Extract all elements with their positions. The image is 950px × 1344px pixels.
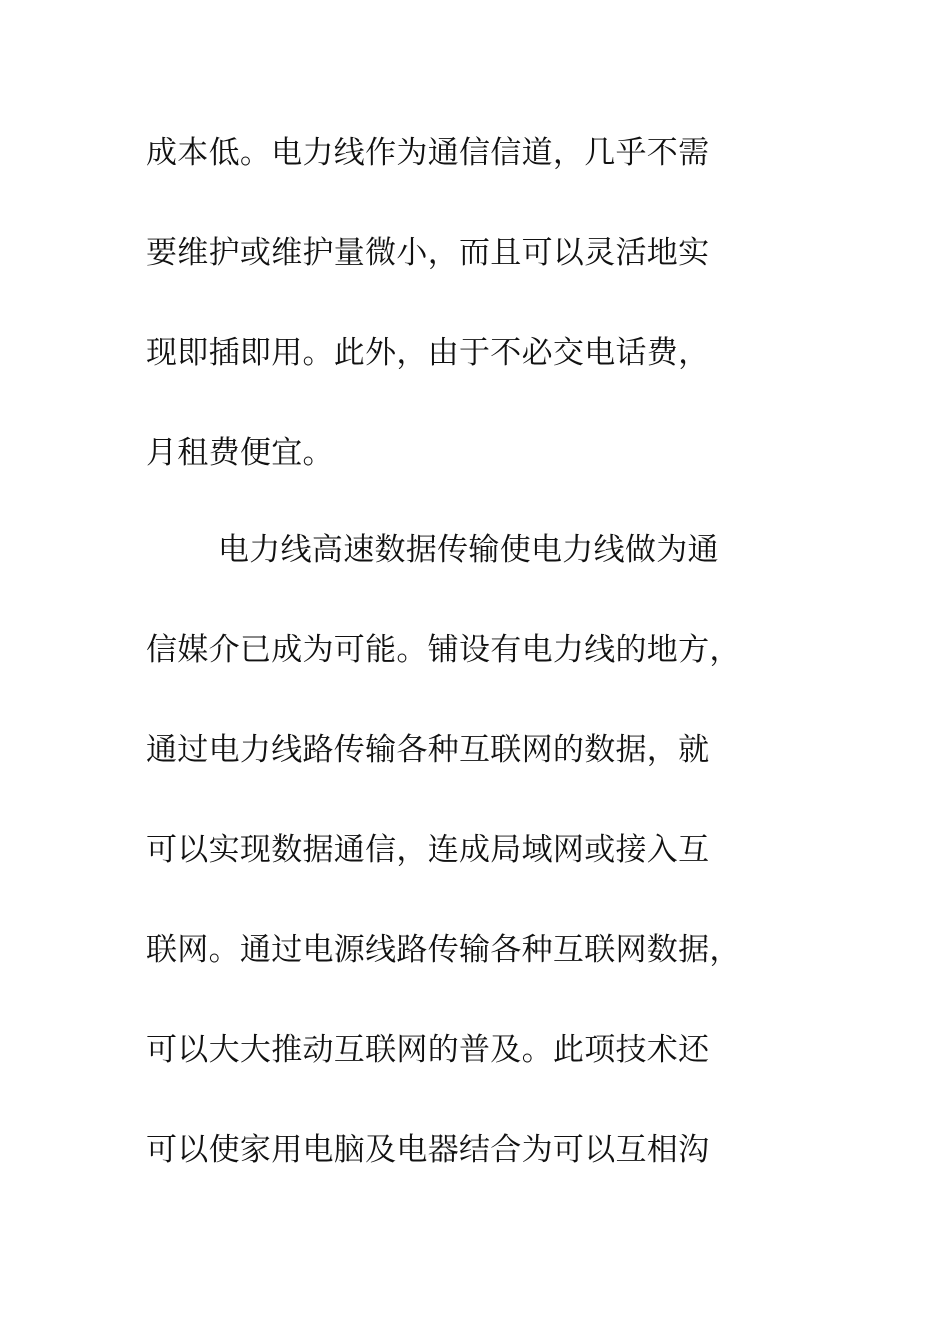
- text-line: 月租费便宜。: [146, 435, 334, 471]
- text-line: 通过电力线路传输各种互联网的数据，就: [146, 732, 710, 768]
- text-line: 成本低。电力线作为通信信道，几乎不需: [146, 135, 710, 171]
- text-line: 信媒介已成为可能。铺设有电力线的地方，: [146, 632, 741, 668]
- text-line: 联网。通过电源线路传输各种互联网数据，: [146, 932, 741, 968]
- text-line: 可以实现数据通信，连成局域网或接入互: [146, 832, 710, 868]
- text-line-indented: 电力线高速数据传输使电力线做为通: [218, 532, 719, 568]
- text-line: 现即插即用。此外，由于不必交电话费，: [146, 335, 710, 371]
- text-line: 可以大大推动互联网的普及。此项技术还: [146, 1032, 710, 1068]
- text-line: 要维护或维护量微小，而且可以灵活地实: [146, 235, 710, 271]
- text-line: 可以使家用电脑及电器结合为可以互相沟: [146, 1132, 710, 1168]
